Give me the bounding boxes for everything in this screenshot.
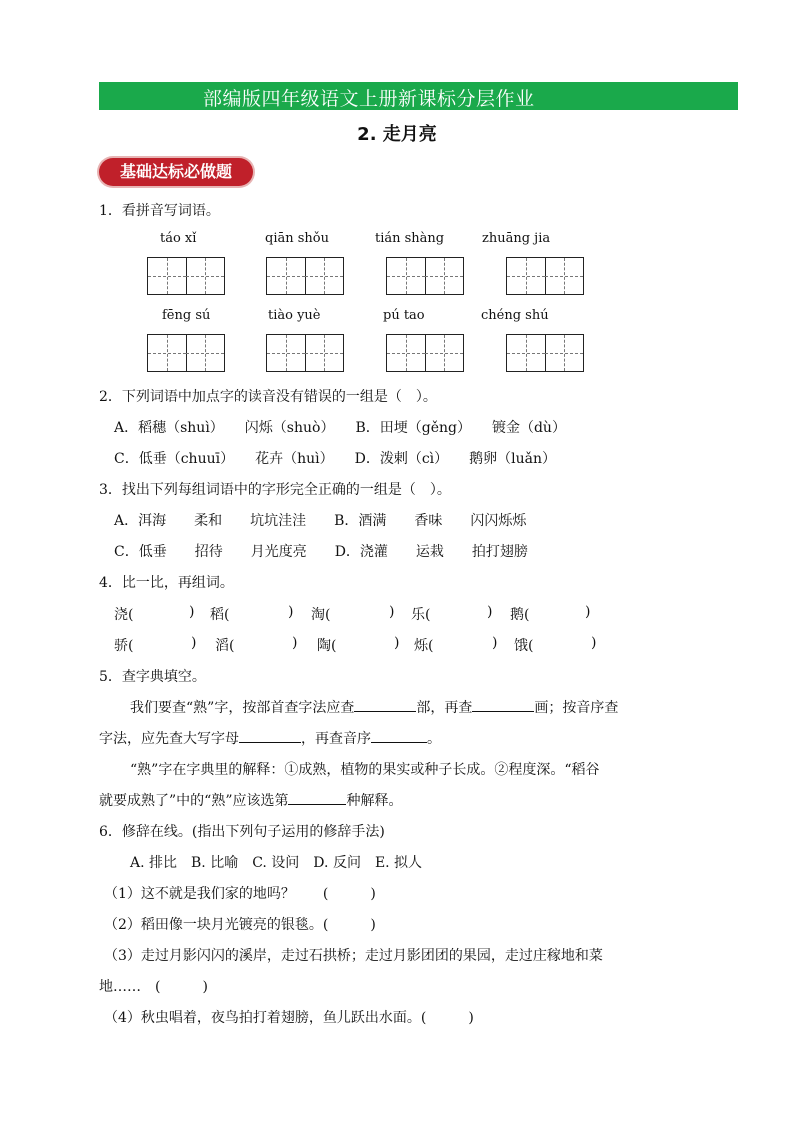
compare-char: 稻(: [210, 607, 230, 623]
compare-char: 鹅(: [510, 607, 530, 623]
compare-close: ): [288, 604, 294, 620]
q6-sentence: （3）走过月影闪闪的溪岸，走过石拱桥；走过月影团团的果园，走过庄稼地和菜: [104, 948, 603, 964]
q1-stem: 1．看拼音写词语。: [99, 203, 220, 219]
q5-text: 种解释。: [346, 793, 403, 809]
compare-char: 饿(: [514, 638, 534, 654]
q1-pinyin: zhuāng jia: [482, 231, 551, 246]
q1-pinyin: qiān shǒu: [265, 231, 329, 246]
q2-options-line: A．稻穗（shuì） 闪烁（shuò） B．田埂（gěng） 镀金（dù）: [114, 420, 566, 436]
q6-sentence: （4）秋虫唱着，夜鸟拍打着翅膀，鱼儿跃出水面。( ): [104, 1010, 474, 1026]
writing-grid[interactable]: [266, 257, 344, 295]
q5-text: 。: [427, 731, 441, 747]
writing-grid[interactable]: [386, 257, 464, 295]
q5-text: 字法，应先查大写字母: [99, 731, 239, 747]
q5-text: 画；按音序查: [534, 700, 619, 716]
writing-grid[interactable]: [147, 334, 225, 372]
section-badge-label: 基础达标必做题: [119, 162, 232, 181]
compare-close: ): [492, 635, 498, 651]
compare-char: 乐(: [411, 607, 431, 623]
answer-blank[interactable]: [288, 790, 346, 805]
writing-grid[interactable]: [506, 334, 584, 372]
compare-char: 烁(: [414, 638, 434, 654]
q3-stem: 3．找出下列每组词语中的字形完全正确的一组是（ ）。: [99, 482, 451, 498]
compare-char: 浇(: [114, 607, 134, 623]
q6-sentence: （1）这不就是我们家的地吗？ ( ): [104, 886, 376, 902]
q5-definition-line: “熟”字在字典里的解释：①成熟，植物的果实或种子长成。②程度深。“稻谷: [130, 762, 600, 778]
writing-grid[interactable]: [266, 334, 344, 372]
q3-options-line: A．洱海 柔和 坑坑洼洼 B．酒满 香味 闪闪烁烁: [114, 513, 527, 529]
compare-close: ): [591, 635, 597, 651]
writing-grid[interactable]: [386, 334, 464, 372]
answer-blank[interactable]: [354, 697, 416, 712]
q5-text: 我们要查“熟”字，按部首查字法应查: [130, 700, 355, 716]
compare-close: ): [394, 635, 400, 651]
banner-text: 部编版四年级语文上册新课标分层作业: [203, 88, 535, 110]
q3-options-line: C．低垂 招待 月光度亮 D．浇灌 运栽 拍打翅膀: [114, 544, 528, 560]
answer-blank[interactable]: [371, 728, 427, 743]
q5-text: ，再查音序: [301, 731, 371, 747]
q4-stem: 4．比一比，再组词。: [99, 575, 234, 591]
q1-pinyin: pú tao: [383, 308, 425, 323]
compare-close: ): [487, 604, 493, 620]
q6-sentence: 地…… ( ): [99, 979, 208, 995]
compare-close: ): [189, 604, 195, 620]
compare-char: 骄(: [114, 638, 134, 654]
section-badge: [99, 158, 253, 186]
compare-char: 淘(: [311, 607, 331, 623]
writing-grid[interactable]: [147, 257, 225, 295]
compare-close: ): [585, 604, 591, 620]
compare-char: 滔(: [215, 638, 235, 654]
q5-paragraph-line: [99, 790, 402, 810]
lesson-title: 2. 走月亮: [357, 124, 437, 145]
answer-blank[interactable]: [472, 697, 534, 712]
q5-paragraph-line: [130, 697, 618, 717]
q6-stem: 6．修辞在线。(指出下列句子运用的修辞手法): [99, 824, 385, 840]
compare-close: ): [292, 635, 298, 651]
compare-close: ): [389, 604, 395, 620]
header-banner: [99, 82, 738, 110]
q1-pinyin: táo xǐ: [160, 231, 197, 246]
q6-options: A. 排比 B. 比喻 C. 设问 D. 反问 E. 拟人: [130, 855, 423, 871]
q5-text: 就要成熟了”中的“熟”应该选第: [99, 793, 289, 809]
q5-paragraph-line: [99, 728, 441, 748]
q2-stem: 2．下列词语中加点字的读音没有错误的一组是（ ）。: [99, 389, 437, 405]
q1-pinyin: chéng shú: [481, 308, 549, 323]
compare-char: 陶(: [317, 638, 337, 654]
q1-pinyin: tián shàng: [375, 231, 445, 246]
q6-sentence: （2）稻田像一块月光镀亮的银毯。( ): [104, 917, 376, 933]
q5-stem: 5．查字典填空。: [99, 669, 206, 685]
q5-text: 部，再查: [416, 700, 473, 716]
writing-grid[interactable]: [506, 257, 584, 295]
q1-pinyin: fēng sú: [162, 308, 211, 323]
compare-close: ): [191, 635, 197, 651]
answer-blank[interactable]: [239, 728, 301, 743]
q2-options-line: C．低垂（chuuī） 花卉（huì） D．泼剌（cì） 鹅卵（luǎn）: [114, 451, 556, 467]
q1-pinyin: tiào yuè: [268, 308, 321, 323]
